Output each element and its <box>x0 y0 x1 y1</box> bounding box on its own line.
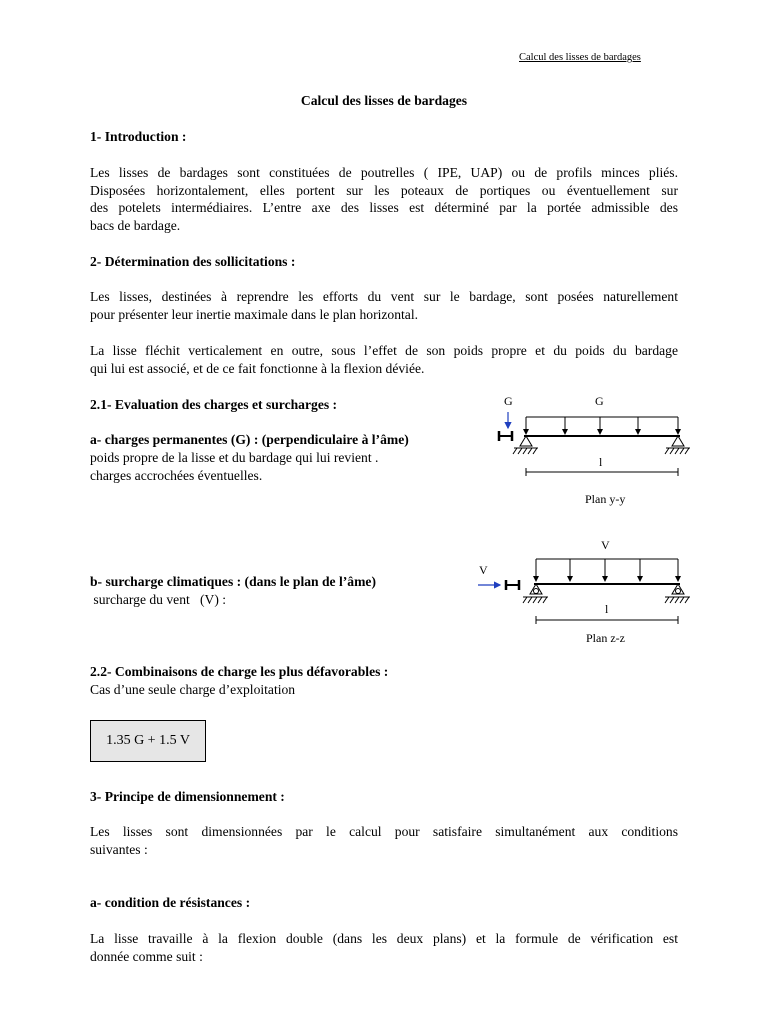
running-header: Calcul des lisses de bardages <box>519 52 641 63</box>
formula-text: 1.35 G + 1.5 V <box>106 733 190 749</box>
span-dimension <box>536 616 678 624</box>
paragraph-line: Les lisses sont dimensionnées par le calcul pour satisfaire simultanément aux conditions <box>90 824 678 839</box>
section-3-heading: 3- Principe de dimensionnement : <box>90 789 285 804</box>
load-label-top: V <box>601 538 610 552</box>
load-combination-formula <box>90 720 206 762</box>
load-label-top: G <box>595 394 604 408</box>
permanent-loads-line-2: charges accrochées éventuelles. <box>90 468 263 483</box>
beam-diagram-plan-zz <box>470 535 690 655</box>
pinned-support-left-icon <box>513 436 538 454</box>
plan-label: Plan z-z <box>586 631 625 645</box>
paragraph-line: pour présenter leur inertie maximale dans le plan horizontal. <box>90 306 419 322</box>
section-1-paragraph <box>90 164 678 234</box>
load-label-left: G <box>504 394 513 408</box>
section-2-2-heading: 2.2- Combinaisons de charge les plus défavorables : <box>90 664 389 679</box>
resistance-condition-paragraph <box>90 930 678 965</box>
section-2-paragraph-2 <box>90 342 678 377</box>
paragraph-line: qui lui est associé, et de ce fait fonctionne à la flexion déviée. <box>90 360 425 376</box>
distributed-load-arrows <box>526 417 678 434</box>
paragraph-line: suivantes : <box>90 841 148 857</box>
wind-load-line: surcharge du vent (V) : <box>90 592 227 607</box>
pinned-support-right-icon <box>665 584 690 603</box>
beam-diagram-plan-yy <box>490 390 690 510</box>
span-label: l <box>605 602 609 616</box>
paragraph-line: La lisse travaille à la flexion double (dans les deux plans) et la formule de vérification est <box>90 931 678 946</box>
climatic-loads-heading: b- surcharge climatiques : (dans le plan de l’âme) <box>90 574 376 589</box>
paragraph-line: donnée comme suit : <box>90 948 203 964</box>
section-2-1-heading: 2.1- Evaluation des charges et surcharges : <box>90 397 338 412</box>
paragraph-line: des potelets intermédiaires. L’entre axe des lisses est déterminé par la portée admissible des <box>90 200 678 216</box>
paragraph-line: Les lisses, destinées à reprendre les efforts du vent sur le bardage, sont posées naturellement <box>90 289 678 304</box>
i-beam-section-icon <box>506 580 519 590</box>
document-title: Calcul des lisses de bardages <box>300 93 468 108</box>
distributed-load-arrows <box>536 559 678 581</box>
paragraph-line: Disposées horizontalement, elles portent sur les poteaux de portiques ou éventuellement sur <box>90 182 678 198</box>
pinned-support-left-icon <box>523 584 548 603</box>
section-3-paragraph <box>90 823 678 858</box>
permanent-loads-heading: a- charges permanentes (G) : (perpendiculaire à l’âme) <box>90 432 409 447</box>
section-2-paragraph-1 <box>90 288 678 323</box>
load-case-line: Cas d’une seule charge d’exploitation <box>90 682 296 697</box>
section-2-heading: 2- Détermination des sollicitations : <box>90 254 296 269</box>
resistance-condition-heading: a- condition de résistances : <box>90 895 251 910</box>
load-label-left: V <box>479 563 488 577</box>
paragraph-line: La lisse fléchit verticalement en outre, sous l’effet de son poids propre et du poids du bardage <box>90 343 678 358</box>
pinned-support-right-icon <box>665 436 690 454</box>
span-dimension <box>526 468 678 476</box>
permanent-loads-line-1: poids propre de la lisse et du bardage qui lui revient . <box>90 450 379 465</box>
plan-label: Plan y-y <box>585 492 626 506</box>
paragraph-line: bacs de bardage. <box>90 217 181 233</box>
i-beam-section-icon <box>499 431 512 441</box>
paragraph-line: Les lisses de bardages sont constituées de poutrelles ( IPE, UAP) ou de profils minces pliés. <box>90 165 678 180</box>
span-label: l <box>599 455 603 469</box>
section-1-heading: 1- Introduction : <box>90 129 187 144</box>
